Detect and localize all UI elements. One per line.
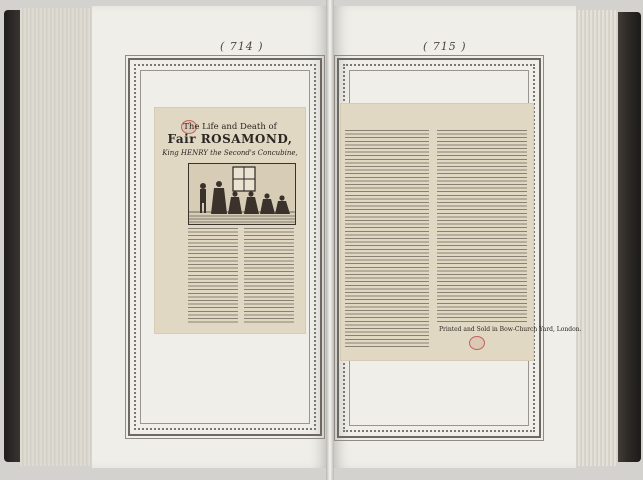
library-stamp-right — [469, 336, 485, 350]
woodcut-figures-image — [189, 164, 295, 224]
book-cover-right — [615, 12, 641, 462]
ballad-title-line1: The Life and Death of — [183, 122, 277, 132]
ballad-sheet-left — [155, 108, 305, 333]
ballad-verse-column-2 — [244, 228, 294, 324]
printer-imprint: Printed and Sold in Bow-Church Yard, London. — [439, 326, 582, 333]
ballad-verse-column-3 — [345, 130, 429, 348]
ballad-title-line2: Fair ROSAMOND, — [167, 132, 293, 146]
ballad-verse-column-4 — [437, 130, 527, 322]
page-edges-right — [574, 10, 618, 466]
ballad-verse-column-1 — [188, 228, 238, 324]
ballad-subtitle: King HENRY the Second's Concubine, — [162, 149, 298, 157]
woodcut-illustration — [188, 163, 296, 225]
ballad-sheet-right — [341, 104, 582, 360]
page-edges-left — [20, 8, 96, 466]
right-page-number: ( 715 ) — [423, 40, 467, 53]
book-gutter — [326, 0, 334, 480]
left-page-number: ( 714 ) — [220, 40, 264, 53]
